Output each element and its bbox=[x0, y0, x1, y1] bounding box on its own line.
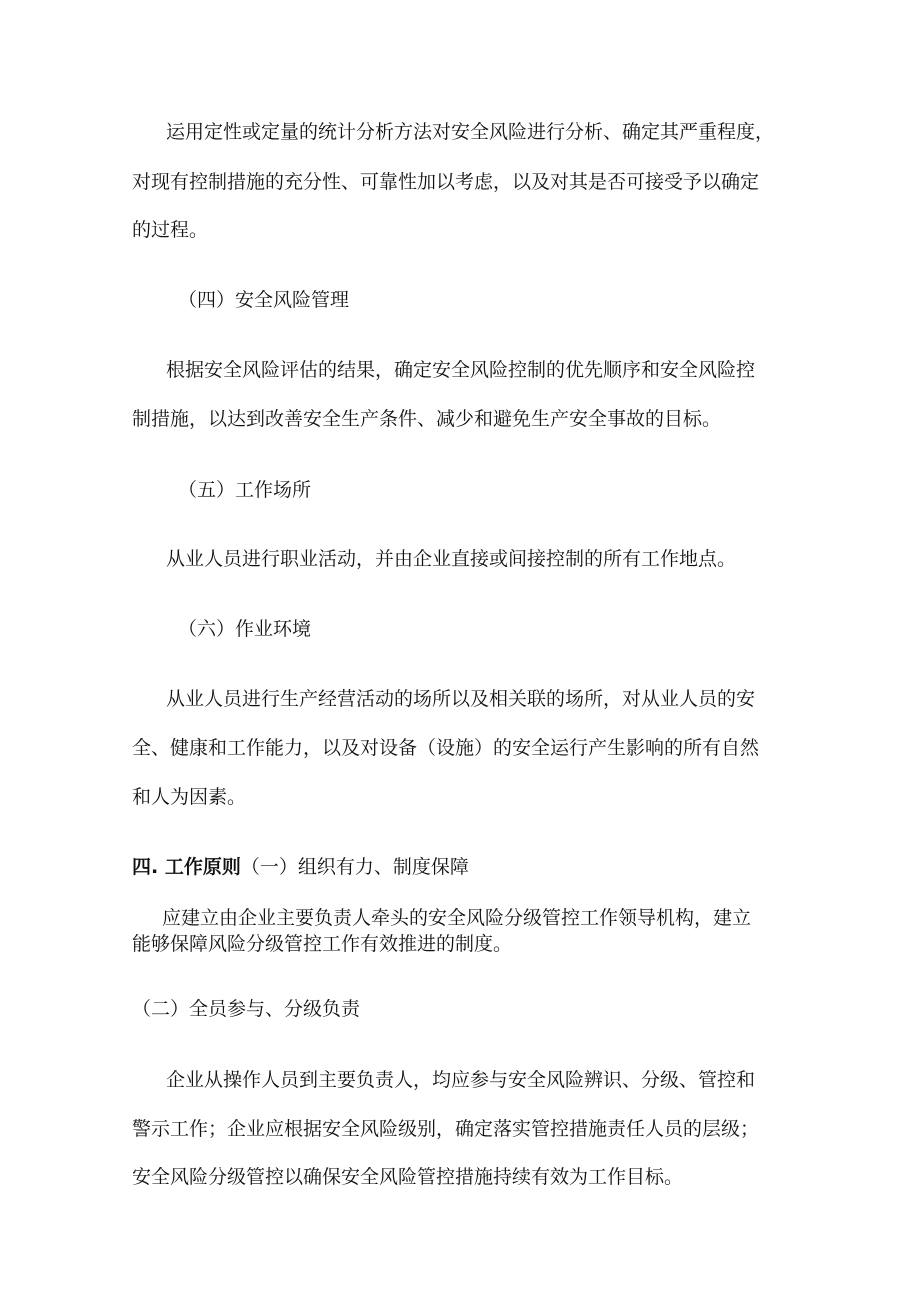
risk-management-line-1: 根据安全风险评估的结果，确定安全风险控制的优先顺序和安全风险控 bbox=[166, 359, 756, 381]
participation-line-3: 安全风险分级管控以确保安全风险管控措施持续有效为工作目标。 bbox=[132, 1166, 684, 1188]
risk-analysis-line-1: 运用定性或定量的统计分析方法对安全风险进行分析、确定其严重程度， bbox=[166, 121, 775, 143]
principles-heading-rest: （一）组织有力、制度保障 bbox=[240, 856, 469, 878]
risk-analysis-line-3: 的过程。 bbox=[132, 219, 209, 241]
organization-line-1: 应建立由企业主要负责人牵头的安全风险分级管控工作领导机构，建立 bbox=[162, 907, 752, 929]
participation-line-2: 警示工作；企业应根据安全风险级别，确定落实管控措施责任人员的层级； bbox=[132, 1118, 760, 1140]
section-6-heading: （六）作业环境 bbox=[178, 618, 312, 640]
work-environment-line-3: 和人为因素。 bbox=[132, 786, 247, 808]
work-environment-line-1: 从业人员进行生产经营活动的场所以及相关联的场所，对从业人员的安 bbox=[166, 688, 756, 710]
section-2-heading: （二）全员参与、分级负责 bbox=[132, 998, 361, 1020]
work-environment-line-2: 全、健康和工作能力，以及对设备（设施）的安全运行产生影响的所有自然 bbox=[132, 737, 760, 759]
principles-heading-bold: 四. 工作原则 bbox=[132, 856, 241, 878]
workplace-line-1: 从业人员进行职业活动，并由企业直接或间接控制的所有工作地点。 bbox=[166, 548, 737, 570]
risk-management-line-2: 制措施，以达到改善安全生产条件、减少和避免生产安全事故的目标。 bbox=[132, 408, 722, 430]
participation-line-1: 企业从操作人员到主要负责人，均应参与安全风险辨识、分级、管控和 bbox=[166, 1069, 756, 1091]
section-5-heading: （五）工作场所 bbox=[178, 479, 312, 501]
principles-heading bbox=[132, 855, 469, 879]
risk-analysis-line-2: 对现有控制措施的充分性、可靠性加以考虑，以及对其是否可接受予以确定 bbox=[132, 171, 760, 193]
organization-line-2: 能够保障风险分级管控工作有效推进的制度。 bbox=[132, 933, 513, 955]
section-4-heading: （四）安全风险管理 bbox=[178, 289, 350, 311]
